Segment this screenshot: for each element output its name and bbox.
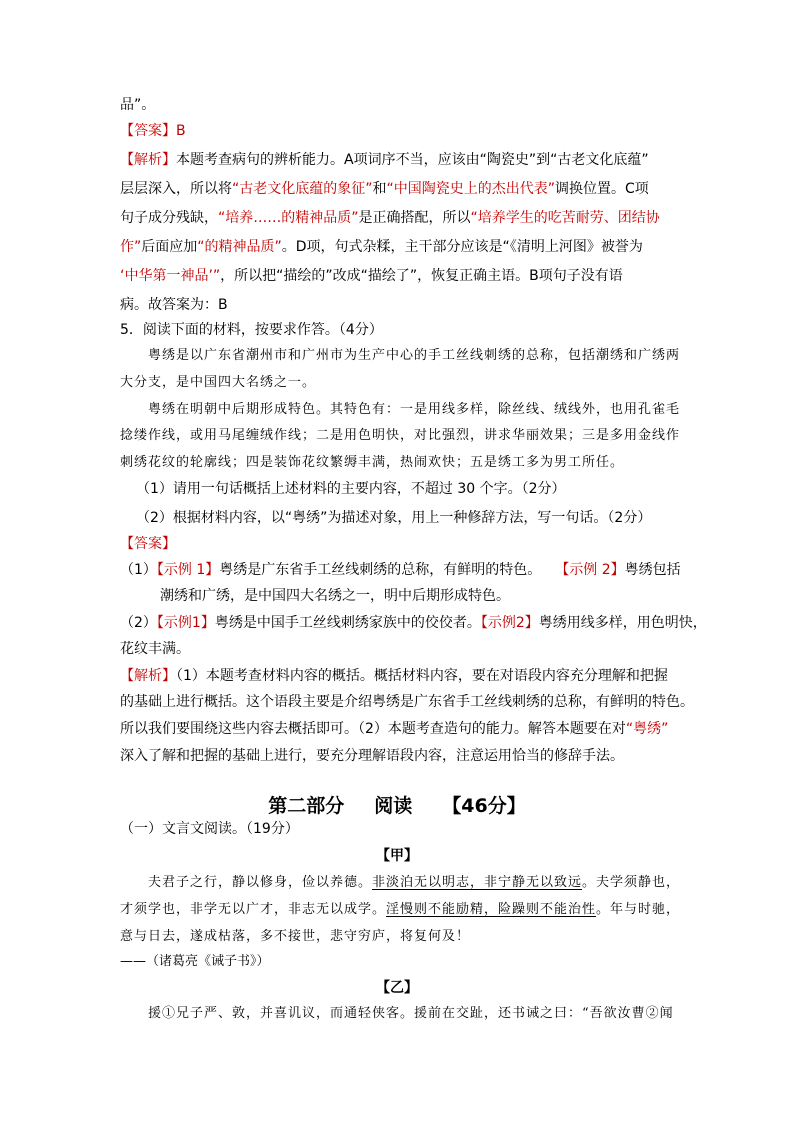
analysis-line — [120, 150, 649, 170]
subquestion: （1）请用一句话概括上述材料的主要内容，不超过 30 个字。（2分） — [136, 481, 566, 497]
analysis-text: 本题考查病句的辨析能力。A项词序不当，应该由“陶瓷史”到“古老文化底蕴” — [176, 152, 649, 168]
passage-line: 才须学也，非学无以广才，非志无以成学。淫慢则不能励精，险躁则不能治性。年与时驰， — [120, 902, 681, 917]
answer-line: 花纹丰满。 — [120, 641, 190, 657]
analysis-line: 的基础上进行概括。这个语段主要是介绍粤绣是广东省手工丝线刺绣的总称，有鲜明的特色。 — [120, 694, 694, 710]
analysis-line: 【解析】（1）本题考查材料内容的概括。概括材料内容，要在对语段内容充分理解和把握 — [120, 668, 668, 684]
passage-line: 意与日去，遂成枯落，多不接世，悲守穷庐，将复何及！ — [120, 929, 471, 944]
material-line: 粤绣在明朝中后期形成特色。其特色有：一是用线多样，除丝线、绒线外，也用孔雀毛 — [148, 402, 681, 417]
analysis-line: 句子成分残缺，“培养……的精神品质”是正确搭配，所以“培养学生的吃苦耐劳、团结协 — [120, 210, 660, 226]
analysis-line: ‘中华第一神品’”，所以把“描绘的”改成“描绘了”，恢复正确主语。B项句子没有语 — [120, 268, 623, 284]
analysis-line: 病。故答案为：B — [120, 297, 228, 313]
passage-line: 援①兄子严、敦，并喜讥议，而通轻侠客。援前在交趾，还书诫之曰：“吾欲汝曹②闻 — [148, 1006, 674, 1021]
section-heading: 第二部分 阅读 【46分】 — [268, 795, 526, 817]
analysis-label: 【解析】 — [120, 152, 176, 168]
subquestion: （2）根据材料内容，以“粤绣”为描述对象，用上一种修辞方法，写一句话。（2分） — [136, 510, 652, 526]
material-line: 捻缕作线，或用马尾缠绒作线；二是用色明快，对比强烈，讲求华丽效果；三是多用金线作 — [120, 428, 681, 443]
answer-line: （1）【示例 1】粤绣是广东省手工丝线刺绣的总称，有鲜明的特色。 【示例 2】粤绣包括 — [120, 562, 681, 578]
answer-line: 潮绣和广绣，是中国四大名绣之一，明中后期形成特色。 — [160, 588, 510, 604]
analysis-line: 作”后面应加“的精神品质”。D项，句式杂糅，主干部分应该是“《清明上河图》被誉为 — [120, 239, 643, 255]
analysis-line: 所以我们要围绕这些内容去概括即可。（2）本题考查造句的能力。解答本题要在对“粤绣” — [120, 721, 669, 737]
section-subheading: （一）文言文阅读。（19分） — [120, 821, 299, 837]
answer-value: B — [176, 123, 186, 139]
analysis-line: 深入了解和把握的基础上进行，要充分理解语段内容，注意运用恰当的修辞手法。 — [120, 748, 624, 764]
passage-line: 夫君子之行，静以修身，俭以养德。非淡泊无以明志，非宁静无以致远。夫学须静也， — [148, 875, 681, 890]
answer-label: 【答案】 — [120, 536, 176, 552]
answer-line: （2）【示例1】粤绣是中国手工丝线刺绣家族中的佼佼者。【示例2】粤绣用线多样，用色明快， — [120, 615, 707, 631]
answer-line — [120, 121, 186, 141]
analysis-line: 层层深入，所以将“古老文化底蕴的象征”和“中国陶瓷史上的杰出代表”调换位置。C项 — [120, 181, 649, 197]
passage-source: ——（诸葛亮《诫子书》） — [120, 954, 270, 969]
passage-label-jia: 【甲】 — [376, 848, 418, 864]
text-line: 品”。 — [120, 97, 156, 113]
material-line: 刺绣花纹的轮廓线；四是装饰花纹繁缛丰满，热闹欢快；五是绣工多为男工所任。 — [120, 455, 625, 470]
answer-label: 【答案】 — [120, 123, 176, 139]
question-prompt: 5．阅读下面的材料，按要求作答。（4分） — [120, 322, 383, 338]
material-line: 大分支，是中国四大名绣之一。 — [120, 375, 317, 390]
passage-label-yi: 【乙】 — [376, 980, 418, 996]
material-line: 粤绣是以广东省潮州市和广州市为生产中心的手工丝线刺绣的总称，包括潮绣和广绣两 — [148, 348, 681, 363]
